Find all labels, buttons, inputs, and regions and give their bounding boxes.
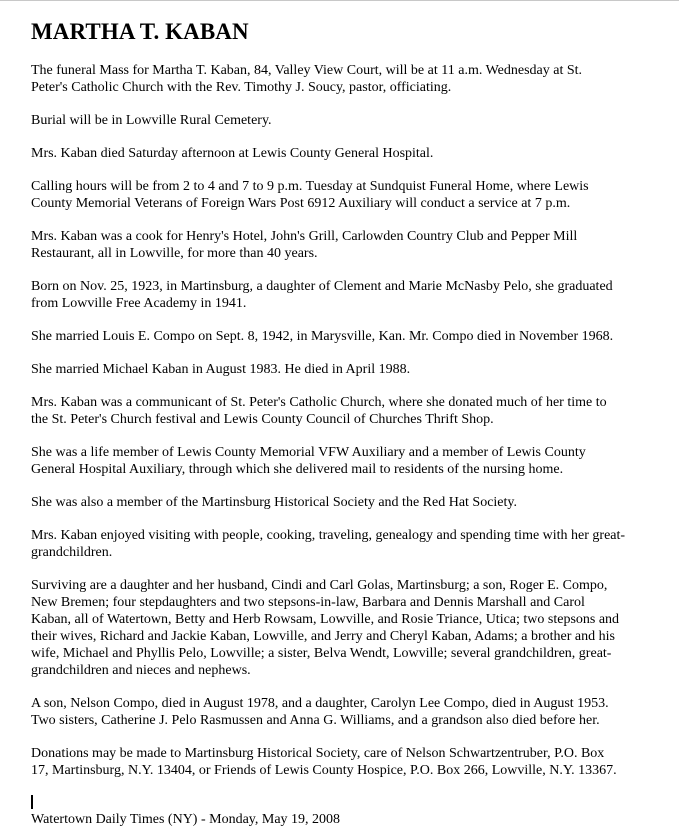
- paragraph-line: Burial will be in Lowville Rural Cemetery.: [31, 113, 272, 128]
- obituary-paragraph: [31, 745, 663, 779]
- paragraph-line: from Lowville Free Academy in 1941.: [31, 296, 247, 311]
- paragraph-line: Peter's Catholic Church with the Rev. Timothy J. Soucy, pastor, officiating.: [31, 80, 452, 95]
- obituary-paragraph: [31, 178, 663, 212]
- text-cursor: [31, 795, 33, 809]
- obituary-paragraph: [31, 695, 663, 729]
- document-body: [31, 17, 663, 795]
- paragraph-line: Surviving are a daughter and her husband, Cindi and Carl Golas, Martinsburg; a son, Roger E. Compo,: [31, 578, 608, 593]
- page-title: MARTHA T. KABAN: [31, 19, 249, 44]
- paragraph-line: Kaban, all of Watertown, Betty and Herb Rowsam, Lowville, and Rosie Triance, Utica; two stepsons and: [31, 612, 620, 627]
- obituary-paragraph: [31, 361, 663, 378]
- paragraph-line: The funeral Mass for Martha T. Kaban, 84, Valley View Court, will be at 11 a.m. Wednesday at St.: [31, 63, 583, 78]
- paragraph-line: She was a life member of Lewis County Memorial VFW Auxiliary and a member of Lewis County: [31, 445, 586, 460]
- paragraph-line: She married Michael Kaban in August 1983. He died in April 1988.: [31, 362, 411, 377]
- paragraph-line: She married Louis E. Compo on Sept. 8, 1942, in Marysville, Kan. Mr. Compo died in November 1968.: [31, 329, 614, 344]
- obituary-paragraph: [31, 527, 663, 561]
- paragraph-line: She was also a member of the Martinsburg Historical Society and the Red Hat Society.: [31, 495, 518, 510]
- obituary-paragraph: [31, 577, 663, 679]
- paragraph-line: Mrs. Kaban enjoyed visiting with people, cooking, traveling, genealogy and spending time with her great-: [31, 528, 626, 543]
- paragraph-line: General Hospital Auxiliary, through which she delivered mail to residents of the nursing home.: [31, 462, 564, 477]
- obituary-paragraph: [31, 112, 663, 129]
- obituary-paragraph: [31, 494, 663, 511]
- source-line: Watertown Daily Times (NY) - Monday, May 19, 2008: [31, 812, 341, 827]
- paragraph-line: A son, Nelson Compo, died in August 1978, and a daughter, Carolyn Lee Compo, died in August 1953.: [31, 696, 609, 711]
- paragraph-line: Mrs. Kaban was a cook for Henry's Hotel, John's Grill, Carlowden Country Club and Pepper Mill: [31, 229, 578, 244]
- paragraph-line: grandchildren and nieces and nephews.: [31, 663, 251, 678]
- paragraph-line: County Memorial Veterans of Foreign Wars Post 6912 Auxiliary will conduct a service at 7 p.m.: [31, 196, 571, 211]
- obituary-paragraph: [31, 444, 663, 478]
- paragraph-line: the St. Peter's Church festival and Lewis County Council of Churches Thrift Shop.: [31, 412, 494, 427]
- paragraph-line: wife, Michael and Phyllis Pelo, Lowville; a sister, Belva Wendt, Lowville; several grandchildren, great-: [31, 646, 612, 661]
- paragraph-line: Mrs. Kaban was a communicant of St. Peter's Catholic Church, where she donated much of her time to: [31, 395, 607, 410]
- paragraph-line: New Bremen; four stepdaughters and two stepsons-in-law, Barbara and Dennis Marshall and Carol: [31, 595, 585, 610]
- obituary-paragraph: [31, 145, 663, 162]
- obituary-paragraph: [31, 394, 663, 428]
- paragraph-line: Two sisters, Catherine J. Pelo Rasmussen and Anna G. Williams, and a grandson also died before her.: [31, 713, 600, 728]
- paragraph-line: Born on Nov. 25, 1923, in Martinsburg, a daughter of Clement and Marie McNasby Pelo, she graduated: [31, 279, 613, 294]
- obituary-paragraphs: [31, 62, 663, 779]
- obituary-paragraph: [31, 228, 663, 262]
- paragraph-line: Restaurant, all in Lowville, for more than 40 years.: [31, 246, 318, 261]
- paragraph-line: Mrs. Kaban died Saturday afternoon at Lewis County General Hospital.: [31, 146, 434, 161]
- paragraph-line: their wives, Richard and Jackie Kaban, Lowville, and Jerry and Cheryl Kaban, Adams; a brother and his: [31, 629, 615, 644]
- paragraph-line: 17, Martinsburg, N.Y. 13404, or Friends of Lewis County Hospice, P.O. Box 266, Lowville, N.Y. 13367.: [31, 763, 617, 778]
- paragraph-line: grandchildren.: [31, 545, 113, 560]
- obituary-paragraph: [31, 328, 663, 345]
- paragraph-line: Donations may be made to Martinsburg Historical Society, care of Nelson Schwartzentruber, P.O. Box: [31, 746, 605, 761]
- obituary-paragraph: [31, 278, 663, 312]
- paragraph-line: Calling hours will be from 2 to 4 and 7 to 9 p.m. Tuesday at Sundquist Funeral Home, where Lewis: [31, 179, 589, 194]
- obituary-paragraph: [31, 62, 663, 96]
